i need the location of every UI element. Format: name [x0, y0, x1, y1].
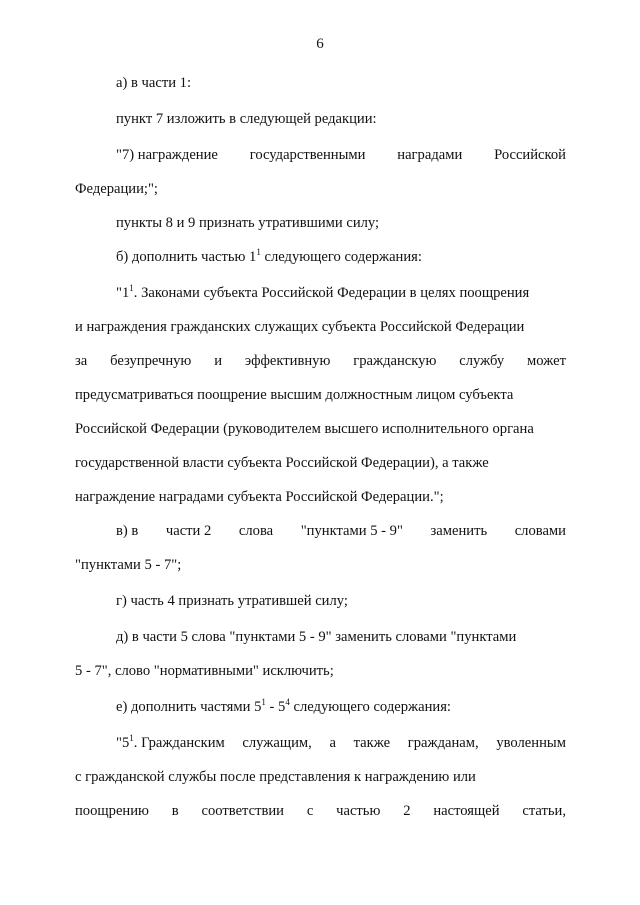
- paragraph-p89: пункты 8 и 9 признать утратившими силу;: [116, 215, 380, 231]
- word: а: [329, 735, 336, 751]
- paragraph-p11-line6: государственной власти субъекта Российской Федерации), а также: [75, 455, 489, 471]
- word: наградами: [397, 147, 463, 163]
- superscript: 4: [285, 697, 290, 707]
- word: гражданам,: [407, 735, 479, 751]
- paragraph-g: г) часть 4 признать утратившей силу;: [116, 593, 348, 609]
- paragraph-a: а) в части 1:: [116, 75, 192, 91]
- word: словами: [514, 523, 566, 539]
- paragraph-v-line2: "пунктами 5 - 7";: [75, 557, 182, 573]
- word: Российской: [494, 147, 566, 163]
- paragraph-p11-line4: предусматриваться поощрение высшим должностным лицом субъекта: [75, 387, 514, 403]
- word: безупречную: [110, 353, 192, 369]
- superscript: 1: [261, 697, 266, 707]
- paragraph-v-line1: [116, 522, 566, 540]
- word: службу: [459, 353, 505, 369]
- paragraph-p51-line3: [75, 802, 566, 820]
- text: б) дополнить частью 1: [116, 249, 257, 265]
- word: с: [306, 803, 314, 819]
- text: - 5: [265, 699, 286, 715]
- word: может: [527, 353, 566, 369]
- paragraph-p7-intro: пункт 7 изложить в следующей редакции:: [116, 111, 377, 127]
- superscript: 1: [256, 247, 261, 257]
- text: "5: [116, 735, 130, 751]
- text: следующего содержания:: [289, 699, 451, 715]
- superscript: 1: [129, 283, 134, 293]
- paragraph-p11-line1: [116, 284, 566, 302]
- paragraph-d-line2: 5 - 7", слово "нормативными" исключить;: [75, 663, 334, 679]
- text: е) дополнить частями 5: [116, 699, 262, 715]
- word: уволенным: [496, 735, 566, 751]
- word: [116, 734, 225, 752]
- text: "1: [116, 285, 130, 301]
- text: следующего содержания:: [260, 249, 422, 265]
- word: государственными: [249, 147, 366, 163]
- word: "пунктами 5 - 9": [300, 523, 403, 539]
- paragraph-d-line1: д) в части 5 слова "пунктами 5 - 9" заменить словами "пунктами: [116, 629, 517, 645]
- word: статьи,: [522, 803, 566, 819]
- word: в) в: [116, 523, 139, 539]
- paragraph-p11-line5: Российской Федерации (руководителем высшего исполнительного органа: [75, 421, 534, 437]
- word: за: [75, 353, 88, 369]
- word: настоящей: [433, 803, 500, 819]
- word: в: [171, 803, 179, 819]
- paragraph-p11-line3: [75, 352, 566, 370]
- word: и: [214, 353, 223, 369]
- word: "7) награждение: [116, 147, 218, 163]
- word: соответствии: [201, 803, 284, 819]
- paragraph-p51-line2: с гражданской службы после представления к награждению или: [75, 769, 476, 785]
- paragraph-p11-line2: и награждения гражданских служащих субъекта Российской Федерации: [75, 319, 525, 335]
- word: поощрению: [75, 803, 149, 819]
- word: гражданскую: [353, 353, 437, 369]
- page-number: 6: [316, 36, 324, 52]
- paragraph-p7-line2: Федерации;";: [75, 181, 158, 197]
- paragraph-p51-line1: [116, 734, 566, 752]
- word: эффективную: [244, 353, 331, 369]
- text: . Законами субъекта Российской Федерации в целях поощрения: [133, 285, 530, 301]
- word: слова: [238, 523, 274, 539]
- paragraph-b: [116, 248, 566, 266]
- word: также: [353, 735, 391, 751]
- word: части 2: [165, 523, 212, 539]
- word: заменить: [430, 523, 488, 539]
- paragraph-p11-line7: награждение наградами субъекта Российской Федерации.";: [75, 489, 444, 505]
- text: . Гражданским: [133, 735, 225, 751]
- paragraph-p7-line1: [116, 146, 566, 164]
- word: служащим,: [242, 735, 312, 751]
- paragraph-e: [116, 698, 566, 716]
- word: 2: [403, 803, 411, 819]
- word: частью: [336, 803, 381, 819]
- superscript: 1: [129, 733, 134, 743]
